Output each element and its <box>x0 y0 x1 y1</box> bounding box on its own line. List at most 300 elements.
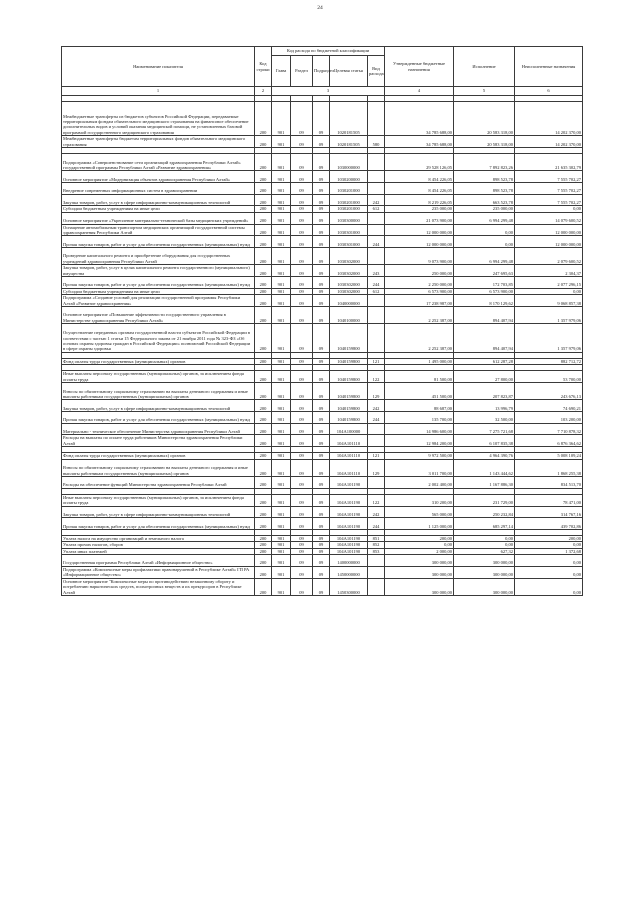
row-unexecuted: 243 676,13 <box>515 383 583 400</box>
row-approved: 2 252 387,00 <box>385 306 454 323</box>
row-section: 09 <box>291 494 313 506</box>
row-chapter: 901 <box>272 566 291 578</box>
row-target-article: 104A101110 <box>330 459 368 476</box>
row-expense-type <box>368 171 385 183</box>
row-chapter: 901 <box>272 136 291 148</box>
header-line-code: Код строки <box>255 47 272 87</box>
row-name: Уплата прочих налогов, сборов <box>62 542 255 548</box>
row-line-code: 200 <box>255 453 272 459</box>
row-executed: 627,32 <box>454 548 515 554</box>
row-subsection: 09 <box>313 295 330 307</box>
row-subsection: 09 <box>313 494 330 506</box>
row-section: 09 <box>291 506 313 518</box>
row-target-article: 1030302000 <box>330 288 368 294</box>
row-subsection: 09 <box>313 536 330 542</box>
row-line-code: 200 <box>255 194 272 206</box>
row-expense-type: 121 <box>368 358 385 364</box>
row-expense-type <box>368 306 385 323</box>
row-approved: 451 500,00 <box>385 383 454 400</box>
row-executed: 898 523,78 <box>454 183 515 195</box>
row-subsection: 09 <box>313 548 330 554</box>
row-line-code: 200 <box>255 542 272 548</box>
row-expense-type <box>368 423 385 435</box>
row-executed: 13 996,79 <box>454 400 515 412</box>
table-row <box>62 371 583 383</box>
row-chapter: 901 <box>272 171 291 183</box>
row-section: 09 <box>291 236 313 248</box>
row-section: 09 <box>291 295 313 307</box>
row-chapter: 901 <box>272 548 291 554</box>
row-line-code: 200 <box>255 578 272 595</box>
row-line-code: 200 <box>255 212 272 224</box>
row-executed: 894 407,94 <box>454 306 515 323</box>
row-chapter: 901 <box>272 459 291 476</box>
row-section: 09 <box>291 277 313 289</box>
row-line-code: 200 <box>255 265 272 277</box>
row-line-code: 200 <box>255 536 272 542</box>
row-approved: 0,00 <box>385 542 454 548</box>
col-number: 4 <box>385 87 454 96</box>
row-subsection: 09 <box>313 324 330 353</box>
table-row <box>62 102 583 136</box>
row-executed: 663 523,78 <box>454 194 515 206</box>
row-subsection: 09 <box>313 288 330 294</box>
row-unexecuted: 0,00 <box>515 566 583 578</box>
row-approved: 14 986 600,00 <box>385 423 454 435</box>
row-expense-type: 244 <box>368 236 385 248</box>
row-chapter: 901 <box>272 154 291 171</box>
row-section: 09 <box>291 400 313 412</box>
row-executed: 300 000,00 <box>454 566 515 578</box>
table-row <box>62 324 583 353</box>
row-subsection: 09 <box>313 453 330 459</box>
row-subsection: 09 <box>313 212 330 224</box>
row-target-article: 104A101190 <box>330 548 368 554</box>
row-unexecuted: 200,00 <box>515 536 583 542</box>
row-target-article: 1030200000 <box>330 171 368 183</box>
row-target-article: 1040100000 <box>330 306 368 323</box>
row-executed: 685 297,14 <box>454 518 515 530</box>
row-name: Материально - техническое обеспечение Министерства здравоохранения Республики Алтай <box>62 423 255 435</box>
row-name: Прочая закупка товаров, работ и услуг для обеспечения государственных (муниципальных) нужд <box>62 518 255 530</box>
row-approved: 34 785 688,00 <box>385 136 454 148</box>
row-chapter: 901 <box>272 212 291 224</box>
row-line-code: 200 <box>255 277 272 289</box>
row-expense-type: 244 <box>368 518 385 530</box>
row-subsection: 09 <box>313 136 330 148</box>
row-line-code: 200 <box>255 102 272 136</box>
row-approved: 34 785 688,00 <box>385 102 454 136</box>
row-name: Основное мероприятие "Комплексные меры по противодействию незаконному обороту и потреблению наркотических средств, психотропных веществ и их прекурсоров в Республике Алтай <box>62 578 255 595</box>
row-name: Государственная программа Республики Алтай «Информационное общество» <box>62 555 255 567</box>
header-name: Наименование показателя <box>62 47 255 87</box>
table-body <box>62 96 583 596</box>
row-subsection: 09 <box>313 412 330 424</box>
row-line-code: 200 <box>255 288 272 294</box>
row-expense-type: 242 <box>368 400 385 412</box>
row-target-article: 1040159800 <box>330 400 368 412</box>
row-expense-type <box>368 212 385 224</box>
row-expense-type <box>368 476 385 488</box>
row-chapter: 901 <box>272 494 291 506</box>
row-chapter: 901 <box>272 383 291 400</box>
row-name: Закупка товаров, работ, услуг в сфере информационно-коммуникационных технологий <box>62 400 255 412</box>
row-chapter: 901 <box>272 206 291 212</box>
table-row <box>62 494 583 506</box>
row-approved: 21 073 900,00 <box>385 212 454 224</box>
row-target-article: 1020181505 <box>330 136 368 148</box>
row-unexecuted: 7 555 702,27 <box>515 183 583 195</box>
row-subsection: 09 <box>313 224 330 236</box>
row-expense-type <box>368 324 385 353</box>
row-name: Субсидии бюджетным учреждениям на иные цели <box>62 288 255 294</box>
row-chapter: 901 <box>272 555 291 567</box>
row-chapter: 901 <box>272 423 291 435</box>
row-name: Межбюджетные трансферты из бюджетов субъектов Российской Федерации, передаваемые территориальным фондам обязательного медицинского страхования на финансовое обеспечение дополнительных видов и условий оказания медицинской помощи, не установленных базовой программой государственного медицинского страхования <box>62 102 255 136</box>
row-chapter: 901 <box>272 371 291 383</box>
row-target-article: 104A101190 <box>330 536 368 542</box>
table-row <box>62 171 583 183</box>
header-unexecuted: Неисполненные назначения <box>515 47 583 87</box>
row-section: 09 <box>291 102 313 136</box>
row-name: Уплата налога на имущество организаций и земельного налога <box>62 536 255 542</box>
row-name: Основное мероприятие «Повышение эффективности государственного управления в Министерстве здравоохранения Республики Алтай» <box>62 306 255 323</box>
row-expense-type: 242 <box>368 506 385 518</box>
row-line-code: 200 <box>255 371 272 383</box>
row-name: Оснащение автомобильным транспортом медицинских организаций государственной системы здравоохранения Республики Алтай <box>62 224 255 236</box>
row-section: 09 <box>291 136 313 148</box>
row-approved: 29 528 126,05 <box>385 154 454 171</box>
row-line-code: 200 <box>255 383 272 400</box>
row-name: Подпрограмма «Совершенствование сети организаций здравоохранения Республики Алтай» государственной программы Республики Алтай «Развитие здравоохранения» <box>62 154 255 171</box>
row-subsection: 09 <box>313 476 330 488</box>
row-approved: 9 972 500,00 <box>385 453 454 459</box>
row-chapter: 901 <box>272 358 291 364</box>
row-unexecuted: 103 200,00 <box>515 412 583 424</box>
row-target-article: 104A101190 <box>330 518 368 530</box>
row-unexecuted: 78 471,00 <box>515 494 583 506</box>
table-row <box>62 423 583 435</box>
row-chapter: 901 <box>272 265 291 277</box>
table-row <box>62 194 583 206</box>
row-subsection: 09 <box>313 555 330 567</box>
row-section: 09 <box>291 383 313 400</box>
row-chapter: 901 <box>272 578 291 595</box>
row-approved: 17 238 987,00 <box>385 295 454 307</box>
row-target-article: 1030201000 <box>330 194 368 206</box>
row-name: Расходы на выплаты по оплате труда работников Министерства здравоохранения Республики Алтай <box>62 435 255 447</box>
row-chapter: 901 <box>272 412 291 424</box>
table-row <box>62 453 583 459</box>
row-line-code: 200 <box>255 136 272 148</box>
row-chapter: 901 <box>272 295 291 307</box>
row-section: 09 <box>291 171 313 183</box>
table-row <box>62 536 583 542</box>
row-subsection: 09 <box>313 194 330 206</box>
row-section: 09 <box>291 566 313 578</box>
row-approved: 300 000,00 <box>385 578 454 595</box>
table-row <box>62 224 583 236</box>
row-target-article: 104A101190 <box>330 506 368 518</box>
row-expense-type: 853 <box>368 548 385 554</box>
row-name: Фонд оплаты труда государственных (муниципальных) органов <box>62 358 255 364</box>
row-target-article: 1040159800 <box>330 358 368 364</box>
table-row <box>62 154 583 171</box>
row-chapter: 901 <box>272 194 291 206</box>
row-subsection: 09 <box>313 206 330 212</box>
row-target-article: 1030302000 <box>330 247 368 264</box>
row-chapter: 901 <box>272 453 291 459</box>
row-unexecuted: 0,00 <box>515 555 583 567</box>
row-section: 09 <box>291 154 313 171</box>
row-executed: 7 275 721,68 <box>454 423 515 435</box>
row-unexecuted: 14 202 370,00 <box>515 102 583 136</box>
row-line-code: 200 <box>255 400 272 412</box>
row-expense-type: 852 <box>368 542 385 548</box>
header-classification-group: Код расхода по бюджетной классификации <box>272 47 385 56</box>
row-expense-type <box>368 555 385 567</box>
row-expense-type: 129 <box>368 383 385 400</box>
row-expense-type: 121 <box>368 453 385 459</box>
table-row <box>62 506 583 518</box>
row-unexecuted: 0,00 <box>515 542 583 548</box>
row-unexecuted: 14 202 370,00 <box>515 136 583 148</box>
row-name: Основное мероприятие «Укрепление материально-технической базы медицинских учреждений» <box>62 212 255 224</box>
row-approved: 6 573 900,00 <box>385 288 454 294</box>
row-unexecuted: 1 372,68 <box>515 548 583 554</box>
col-number: 5 <box>454 87 515 96</box>
row-name: Межбюджетные трансферты бюджетам территориальных фондов обязательного медицинского страхования <box>62 136 255 148</box>
row-expense-type <box>368 578 385 595</box>
row-approved: 12 000 000,00 <box>385 224 454 236</box>
table-row <box>62 358 583 364</box>
row-executed: 1 143 444,62 <box>454 459 515 476</box>
row-executed: 0,00 <box>454 536 515 542</box>
table-row <box>62 400 583 412</box>
header-executed: Исполнение <box>454 47 515 87</box>
row-section: 09 <box>291 578 313 595</box>
row-section: 09 <box>291 371 313 383</box>
row-line-code: 200 <box>255 171 272 183</box>
row-target-article: 1030201000 <box>330 183 368 195</box>
row-subsection: 09 <box>313 277 330 289</box>
row-expense-type: 612 <box>368 206 385 212</box>
row-expense-type: 244 <box>368 412 385 424</box>
row-target-article: 1030302000 <box>330 277 368 289</box>
row-chapter: 901 <box>272 247 291 264</box>
table-row <box>62 435 583 447</box>
row-subsection: 09 <box>313 400 330 412</box>
row-section: 09 <box>291 306 313 323</box>
header-chapter: Глава <box>272 56 291 87</box>
row-name: Проведение капитального ремонта и приобретение оборудования для государственных учреждений здравоохранения Республики Алтай <box>62 247 255 264</box>
row-executed: 8 170 129,62 <box>454 295 515 307</box>
row-approved: 81 500,00 <box>385 371 454 383</box>
row-name: Субсидии бюджетным учреждениям на иные цели <box>62 206 255 212</box>
row-approved: 300 000,00 <box>385 566 454 578</box>
row-executed: 6 573 900,00 <box>454 288 515 294</box>
row-approved: 12 984 200,00 <box>385 435 454 447</box>
row-executed: 207 823,87 <box>454 383 515 400</box>
row-executed: 0,00 <box>454 224 515 236</box>
row-chapter: 901 <box>272 435 291 447</box>
row-subsection: 09 <box>313 371 330 383</box>
row-unexecuted: 9 068 857,38 <box>515 295 583 307</box>
row-line-code: 200 <box>255 183 272 195</box>
table-row <box>62 236 583 248</box>
row-expense-type: 122 <box>368 371 385 383</box>
row-target-article: 104A101190 <box>330 542 368 548</box>
row-unexecuted: 14 079 600,52 <box>515 212 583 224</box>
row-expense-type: 580 <box>368 136 385 148</box>
row-unexecuted: 12 000 000,00 <box>515 236 583 248</box>
row-expense-type: 612 <box>368 288 385 294</box>
row-executed: 6 994 299,48 <box>454 247 515 264</box>
table-row <box>62 295 583 307</box>
row-executed: 300 000,00 <box>454 578 515 595</box>
row-chapter: 901 <box>272 236 291 248</box>
row-unexecuted: 0,00 <box>515 288 583 294</box>
row-unexecuted: 5 008 109,24 <box>515 453 583 459</box>
row-line-code: 200 <box>255 358 272 364</box>
col-number: 6 <box>515 87 583 96</box>
row-name: Иные выплаты персоналу государственных (муниципальных) органов, за исключением фонда оплаты труда <box>62 494 255 506</box>
row-unexecuted: 2 304,37 <box>515 265 583 277</box>
row-executed: 6 107 835,38 <box>454 435 515 447</box>
row-expense-type <box>368 435 385 447</box>
row-target-article: 1040000000 <box>330 295 368 307</box>
row-unexecuted: 1 868 255,38 <box>515 459 583 476</box>
row-expense-type: 122 <box>368 494 385 506</box>
row-executed: 6 994 299,48 <box>454 212 515 224</box>
row-subsection: 09 <box>313 459 330 476</box>
row-executed: 247 695,63 <box>454 265 515 277</box>
row-target-article: 1400000000 <box>330 555 368 567</box>
row-line-code: 200 <box>255 548 272 554</box>
row-name: Основное мероприятие «Модернизация объектов здравоохранения Республики Алтай» <box>62 171 255 183</box>
header-expense-type: Вид расхода <box>368 56 385 87</box>
row-section: 09 <box>291 476 313 488</box>
row-approved: 88 687,00 <box>385 400 454 412</box>
row-section: 09 <box>291 212 313 224</box>
row-subsection: 09 <box>313 236 330 248</box>
row-section: 09 <box>291 518 313 530</box>
table-row <box>62 578 583 595</box>
row-name: Прочая закупка товаров, работ и услуг для обеспечения государственных (муниципальных) нужд <box>62 277 255 289</box>
row-line-code: 200 <box>255 295 272 307</box>
row-expense-type <box>368 183 385 195</box>
row-line-code: 200 <box>255 247 272 264</box>
row-executed: 612 287,28 <box>454 358 515 364</box>
row-name: Прочая закупка товаров, работ и услуг для обеспечения государственных (муниципальных) нужд <box>62 236 255 248</box>
table-row <box>62 183 583 195</box>
row-section: 09 <box>291 288 313 294</box>
row-expense-type <box>368 224 385 236</box>
row-section: 09 <box>291 453 313 459</box>
table-row <box>62 288 583 294</box>
row-approved: 3 011 700,00 <box>385 459 454 476</box>
row-chapter: 901 <box>272 476 291 488</box>
row-expense-type <box>368 247 385 264</box>
row-executed: 32 500,00 <box>454 412 515 424</box>
table-row <box>62 412 583 424</box>
row-expense-type <box>368 566 385 578</box>
row-target-article: 104A101190 <box>330 494 368 506</box>
row-line-code: 200 <box>255 224 272 236</box>
row-expense-type: 242 <box>368 194 385 206</box>
row-section: 09 <box>291 224 313 236</box>
row-target-article: 1030000000 <box>330 154 368 171</box>
row-chapter: 901 <box>272 183 291 195</box>
row-line-code: 200 <box>255 506 272 518</box>
column-number-row <box>62 87 583 96</box>
row-section: 09 <box>291 194 313 206</box>
row-target-article: 104A101190 <box>330 476 368 488</box>
row-target-article: 1040159800 <box>330 412 368 424</box>
row-executed: 250 232,84 <box>454 506 515 518</box>
row-target-article: 1030302000 <box>330 265 368 277</box>
row-unexecuted: 439 702,86 <box>515 518 583 530</box>
table-header <box>62 47 583 96</box>
row-approved: 1 495 000,00 <box>385 358 454 364</box>
row-line-code: 200 <box>255 324 272 353</box>
row-target-article: 1450000000 <box>330 566 368 578</box>
row-target-article: 1030201000 <box>330 206 368 212</box>
row-approved: 2 000,00 <box>385 548 454 554</box>
row-executed: 4 964 390,76 <box>454 453 515 459</box>
row-target-article: 1040159800 <box>330 324 368 353</box>
row-unexecuted: 834 513,70 <box>515 476 583 488</box>
row-line-code: 200 <box>255 459 272 476</box>
table-row <box>62 206 583 212</box>
row-line-code: 200 <box>255 555 272 567</box>
row-executed: 300 000,00 <box>454 555 515 567</box>
row-executed: 20 583 318,00 <box>454 136 515 148</box>
row-executed: 898 523,78 <box>454 171 515 183</box>
row-executed: 172 703,85 <box>454 277 515 289</box>
row-name: Осуществление переданных органам государственной власти субъектов Российской Федерации в соответствии с частью 1 статьи 15 Федерального закона от 21 ноября 2011 года № 323-ФЗ «Об основах охраны здоровья граждан в Российской Федерации» полномочий Российской Федерации в сфере охраны здоровья <box>62 324 255 353</box>
row-approved: 200,00 <box>385 536 454 542</box>
table-row <box>62 459 583 476</box>
row-subsection: 09 <box>313 102 330 136</box>
row-unexecuted: 21 635 302,79 <box>515 154 583 171</box>
row-subsection: 09 <box>313 183 330 195</box>
row-section: 09 <box>291 548 313 554</box>
row-name: Фонд оплаты труда государственных (муниципальных) органов <box>62 453 255 459</box>
row-executed: 894 407,94 <box>454 324 515 353</box>
table-row <box>62 265 583 277</box>
row-approved: 310 200,00 <box>385 494 454 506</box>
row-subsection: 09 <box>313 154 330 171</box>
table-row <box>62 212 583 224</box>
row-name: Прочая закупка товаров, работ и услуг для обеспечения государственных (муниципальных) нужд <box>62 412 255 424</box>
row-unexecuted: 314 767,16 <box>515 506 583 518</box>
row-expense-type: 243 <box>368 265 385 277</box>
row-unexecuted: 53 700,00 <box>515 371 583 383</box>
row-subsection: 09 <box>313 247 330 264</box>
table-row <box>62 136 583 148</box>
row-name: Расходы на обеспечение функций Министерства здравоохранения Республики Алтай <box>62 476 255 488</box>
row-section: 09 <box>291 423 313 435</box>
row-name: Подпрограмма «Создание условий для реализации государственной программы Республики Алтай «Развитие здравоохранения» <box>62 295 255 307</box>
row-approved: 300 000,00 <box>385 555 454 567</box>
row-expense-type: 129 <box>368 459 385 476</box>
row-chapter: 901 <box>272 542 291 548</box>
row-subsection: 09 <box>313 578 330 595</box>
row-expense-type: 244 <box>368 277 385 289</box>
row-unexecuted: 2 079 600,52 <box>515 247 583 264</box>
row-target-article: 1450300000 <box>330 578 368 595</box>
